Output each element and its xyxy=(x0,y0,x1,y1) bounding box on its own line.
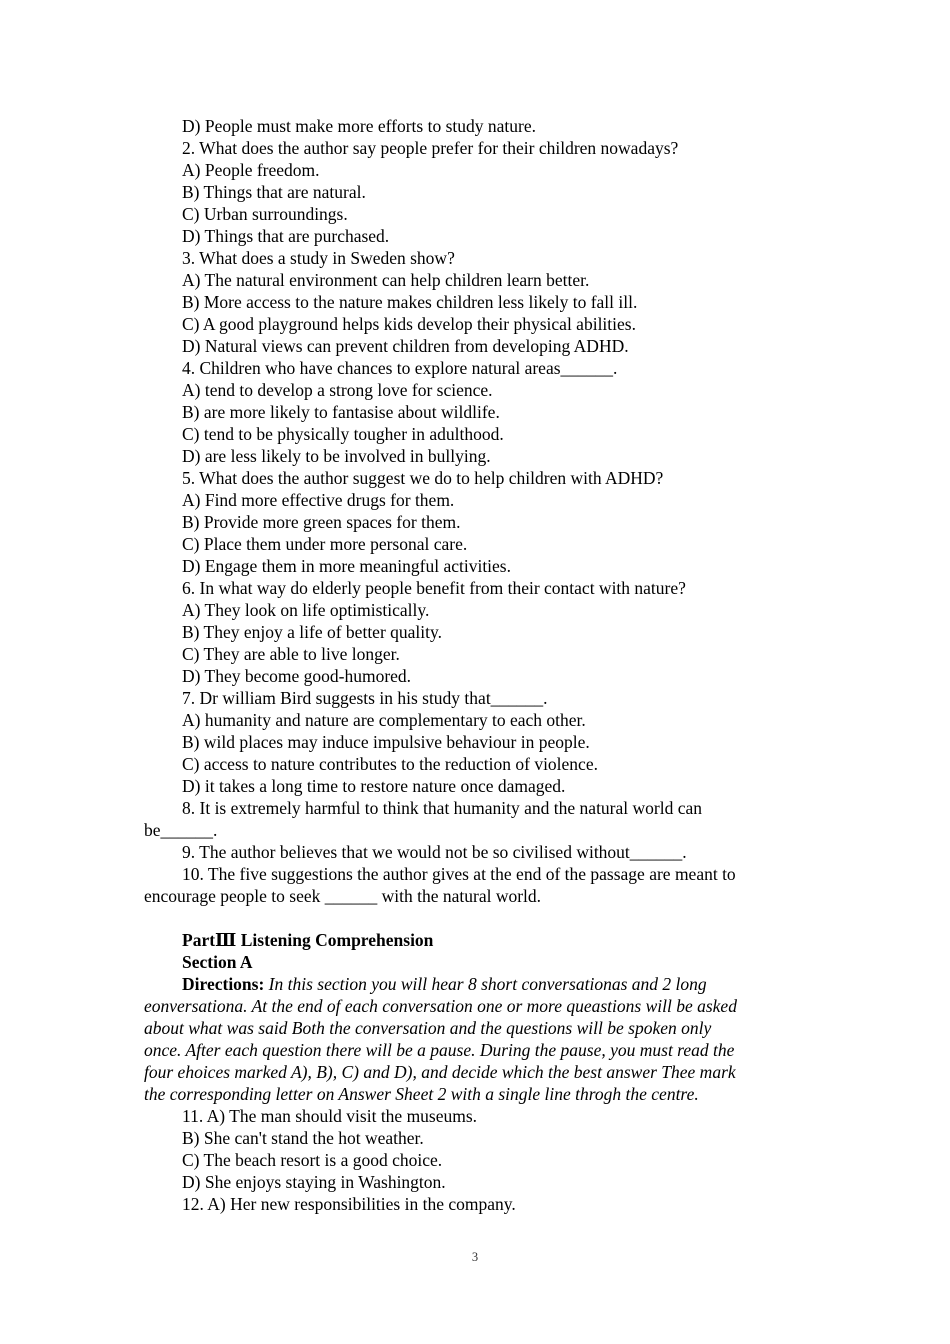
question-line: D) People must make more efforts to study nature. xyxy=(182,116,536,136)
section-heading: Section A xyxy=(182,952,253,972)
part-heading: PartⅢ Listening Comprehension xyxy=(182,930,434,950)
questions-list xyxy=(144,115,804,797)
listening-item-line: C) The beach resort is a good choice. xyxy=(182,1150,443,1170)
question-line: B) They enjoy a life of better quality. xyxy=(182,622,442,642)
question-line: A) The natural environment can help children learn better. xyxy=(182,270,590,290)
directions-text-line: once. After each question there will be a pause. During the pause, you must read the xyxy=(144,1040,735,1060)
question-8-line-1: 8. It is extremely harmful to think that humanity and the natural world can xyxy=(182,798,703,818)
question-line: D) Engage them in more meaningful activities. xyxy=(182,556,511,576)
listening-item-line: B) She can't stand the hot weather. xyxy=(182,1128,424,1148)
question-line: D) are less likely to be involved in bullying. xyxy=(182,446,491,466)
listening-item-line: D) She enjoys staying in Washington. xyxy=(182,1172,446,1192)
listening-items xyxy=(144,1105,804,1215)
question-line: D) Natural views can prevent children from developing ADHD. xyxy=(182,336,629,356)
spacer xyxy=(144,907,804,929)
question-line: C) Urban surroundings. xyxy=(182,204,348,224)
question-line: B) More access to the nature makes children less likely to fall ill. xyxy=(182,292,638,312)
question-line: C) access to nature contributes to the reduction of violence. xyxy=(182,754,598,774)
page-number: 3 xyxy=(471,1250,479,1264)
question-line: C) tend to be physically tougher in adulthood. xyxy=(182,424,504,444)
question-line: 5. What does the author suggest we do to help children with ADHD? xyxy=(182,468,664,488)
question-line: D) They become good-humored. xyxy=(182,666,412,686)
question-line: C) A good playground helps kids develop their physical abilities. xyxy=(182,314,636,334)
question-line: D) Things that are purchased. xyxy=(182,226,390,246)
listening-item-line: 11. A) The man should visit the museums. xyxy=(182,1106,478,1126)
question-line: B) are more likely to fantasise about wildlife. xyxy=(182,402,500,422)
directions-text-line: about what was said Both the conversation and the questions will be spoken only xyxy=(144,1018,712,1038)
question-10-line-2: encourage people to seek ______ with the natural world. xyxy=(144,886,542,906)
question-line: B) Things that are natural. xyxy=(182,182,366,202)
page-content xyxy=(144,115,804,1215)
question-line: A) tend to develop a strong love for science. xyxy=(182,380,493,400)
question-line: 3. What does a study in Sweden show? xyxy=(182,248,455,268)
question-8-line-2: be______. xyxy=(144,820,218,840)
question-line: B) wild places may induce impulsive behaviour in people. xyxy=(182,732,590,752)
directions-label: Directions: xyxy=(182,974,265,994)
directions-text-line: four ehoices marked A), B), C) and D), and decide which the best answer Thee mark xyxy=(144,1062,736,1082)
directions-text-line: the corresponding letter on Answer Sheet 2 with a single line throgh the centre. xyxy=(144,1084,699,1104)
listening-item-line: 12. A) Her new responsibilities in the company. xyxy=(182,1194,516,1214)
question-line: A) They look on life optimistically. xyxy=(182,600,430,620)
question-line: 2. What does the author say people prefer for their children nowadays? xyxy=(182,138,679,158)
question-line: A) humanity and nature are complementary to each other. xyxy=(182,710,586,730)
question-line: A) People freedom. xyxy=(182,160,320,180)
question-line: D) it takes a long time to restore nature once damaged. xyxy=(182,776,566,796)
question-line: B) Provide more green spaces for them. xyxy=(182,512,461,532)
question-line: A) Find more effective drugs for them. xyxy=(182,490,455,510)
directions-first-line xyxy=(144,973,804,995)
question-9: 9. The author believes that we would not be so civilised without______. xyxy=(182,842,687,862)
question-line: 6. In what way do elderly people benefit from their contact with nature? xyxy=(182,578,686,598)
question-line: 7. Dr william Bird suggests in his study that______. xyxy=(182,688,548,708)
question-line: C) Place them under more personal care. xyxy=(182,534,468,554)
question-line: C) They are able to live longer. xyxy=(182,644,400,664)
question-10-line-1: 10. The five suggestions the author gives at the end of the passage are meant to xyxy=(182,864,736,884)
directions-text-line: In this section you will hear 8 short conversationas and 2 long xyxy=(264,974,707,994)
directions-text-line: eonversationa. At the end of each conversation one or more queastions will be asked xyxy=(144,996,737,1016)
question-line: 4. Children who have chances to explore natural areas______. xyxy=(182,358,618,378)
